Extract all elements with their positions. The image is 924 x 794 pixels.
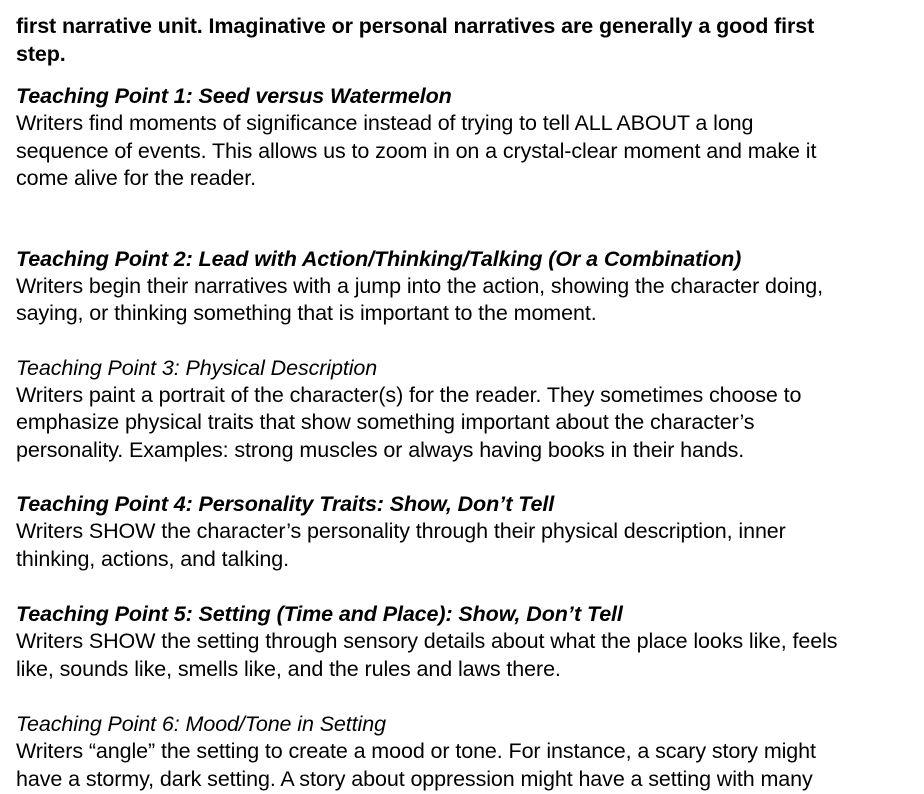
intro-paragraph xyxy=(16,12,916,68)
teaching-point-6 xyxy=(16,710,916,793)
body-line: Writers paint a portrait of the character(s) for the reader. They sometimes choose to xyxy=(16,382,802,407)
intro-line-2: step. xyxy=(16,42,66,66)
body-line: thinking, actions, and talking. xyxy=(16,546,289,571)
body-line: have a stormy, dark setting. A story about oppression might have a setting with many xyxy=(16,766,813,791)
body-line: saying, or thinking something that is important to the moment. xyxy=(16,301,597,325)
teaching-point-6-body xyxy=(16,738,916,793)
document-page xyxy=(16,0,916,793)
teaching-point-4-body xyxy=(16,518,916,573)
teaching-point-1-title: Teaching Point 1: Seed versus Watermelon xyxy=(16,84,452,108)
teaching-point-5-body xyxy=(16,628,916,683)
body-line: sequence of events. This allows us to zoom in on a crystal-clear moment and make it xyxy=(16,138,817,163)
teaching-point-2-body xyxy=(16,273,916,328)
body-line: like, sounds like, smells like, and the rules and laws there. xyxy=(16,656,561,681)
teaching-point-3-title: Teaching Point 3: Physical Description xyxy=(16,355,378,380)
body-line: Writers begin their narratives with a jump into the action, showing the character doing, xyxy=(16,273,824,298)
teaching-point-4-title: Teaching Point 4: Personality Traits: Show, Don’t Tell xyxy=(16,492,555,516)
teaching-point-6-title: Teaching Point 6: Mood/Tone in Setting xyxy=(16,712,386,736)
teaching-point-3-body xyxy=(16,382,916,465)
body-line: Writers SHOW the setting through sensory details about what the place looks like, feels xyxy=(16,629,838,653)
teaching-point-5 xyxy=(16,600,916,683)
teaching-point-2-title: Teaching Point 2: Lead with Action/Thinking/Talking (Or a Combination) xyxy=(16,246,742,271)
body-line: Writers find moments of significance instead of trying to tell ALL ABOUT a long xyxy=(16,111,754,135)
teaching-point-2 xyxy=(16,245,916,328)
body-line: Writers SHOW the character’s personality through their physical description, inner xyxy=(16,519,786,543)
body-line: emphasize physical traits that show something important about the character’s xyxy=(16,410,755,434)
teaching-point-1 xyxy=(16,82,916,193)
body-line: Writers “angle” the setting to create a mood or tone. For instance, a scary story might xyxy=(16,739,816,763)
teaching-point-1-body xyxy=(16,110,916,193)
teaching-point-5-title: Teaching Point 5: Setting (Time and Place): Show, Don’t Tell xyxy=(16,602,623,626)
intro-line-1: first narrative unit. Imaginative or personal narratives are generally a good first xyxy=(16,14,815,38)
teaching-point-4 xyxy=(16,490,916,573)
teaching-point-3 xyxy=(16,354,916,465)
body-line: come alive for the reader. xyxy=(16,166,256,190)
body-line: personality. Examples: strong muscles or always having books in their hands. xyxy=(16,437,745,462)
